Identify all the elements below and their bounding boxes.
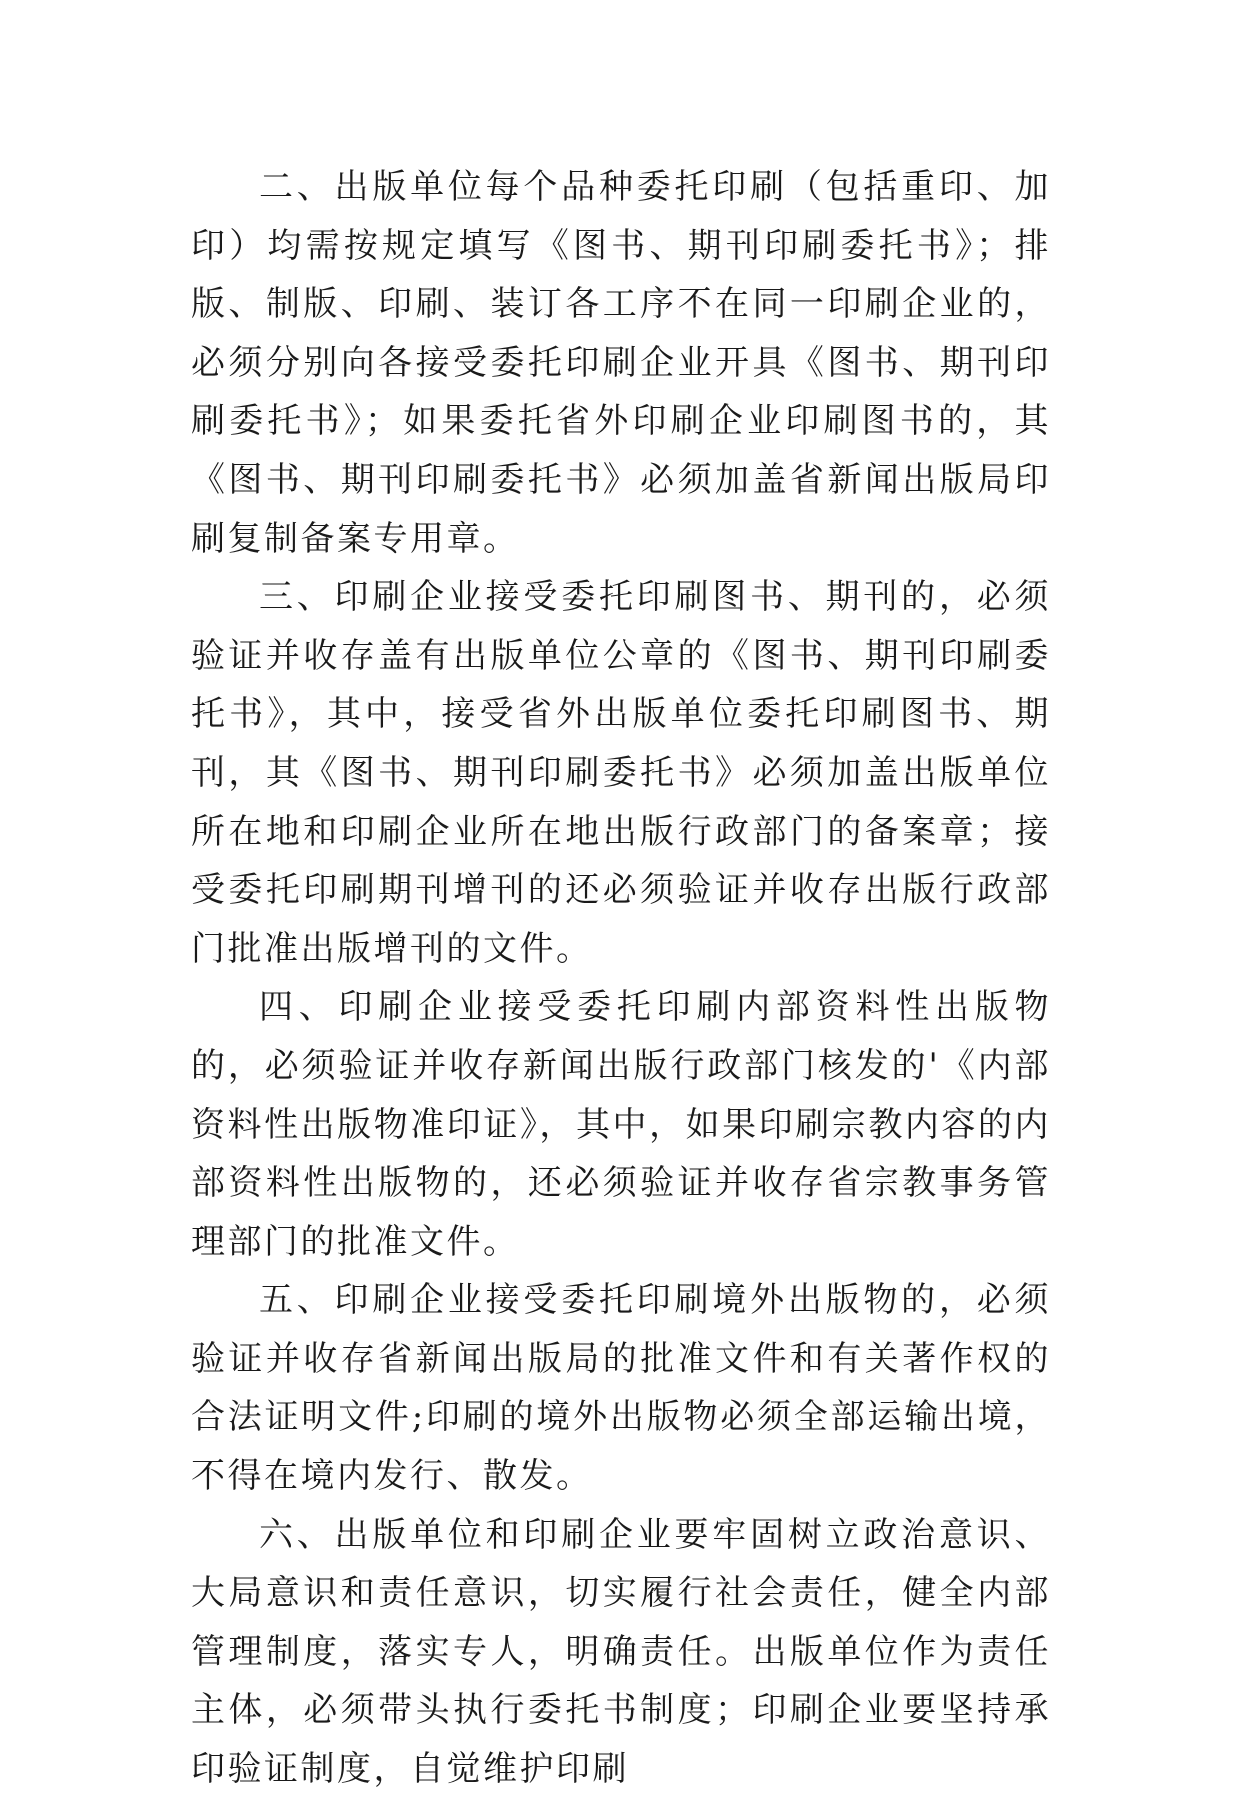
paragraph-5: 五、印刷企业接受委托印刷境外出版物的，必须验证并收存省新闻出版局的批准文件和有关著作权的合法证明文件;印刷的境外出版物必须全部运输出境，不得在境内发行、散发。 [191, 1280, 1051, 1497]
paragraph-4: 四、印刷企业接受委托印刷内部资料性出版物的，必须验证并收存新闻出版行政部门核发的'《内部资料性出版物准印证》，其中，如果印刷宗教内容的内部资料性出版物的，还必须验证并收存省宗教事务管理部门的批准文件。 [191, 987, 1051, 1262]
paragraph-2: 二、出版单位每个品种委托印刷（包括重印、加印）均需按规定填写《图书、期刊印刷委托书》；排版、制版、印刷、装订各工序不在同一印刷企业的，必须分别向各接受委托印刷企业开具《图书、期刊印刷委托书》；如果委托省外印刷企业印刷图书的，其《图书、期刊印刷委托书》必须加盖省新闻出版局印刷复制备案专用章。 [191, 167, 1051, 559]
paragraph-6: 六、出版单位和印刷企业要牢固树立政治意识、大局意识和责任意识，切实履行社会责任，健全内部管理制度，落实专人，明确责任。出版单位作为责任主体，必须带头执行委托书制度；印刷企业要坚持承印验证制度，自觉维护印刷 [191, 1514, 1051, 1790]
paragraph-3: 三、印刷企业接受委托印刷图书、期刊的，必须验证并收存盖有出版单位公章的《图书、期刊印刷委托书》，其中，接受省外出版单位委托印刷图书、期刊，其《图书、期刊印刷委托书》必须加盖出版单位所在地和印刷企业所在地出版行政部门的备案章；接受委托印刷期刊增刊的还必须验证并收存出版行政部门批准出版增刊的文件。 [191, 577, 1051, 969]
document-body [191, 158, 1051, 1799]
